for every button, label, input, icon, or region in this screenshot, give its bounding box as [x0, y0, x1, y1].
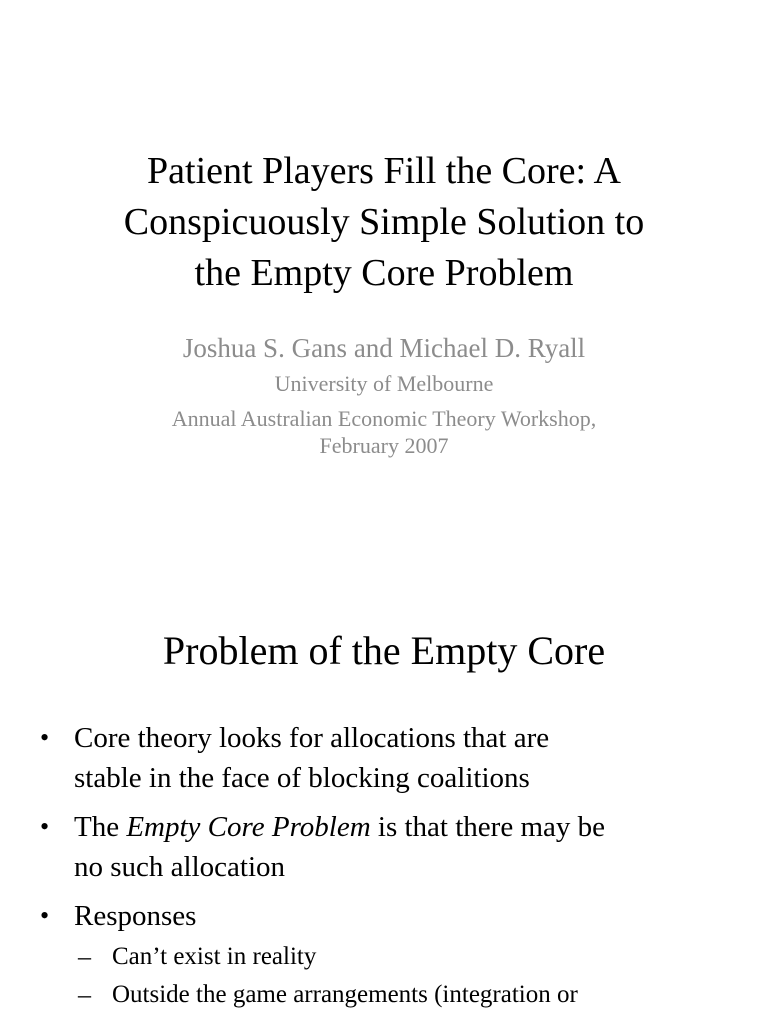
sub-bullet-list [74, 938, 736, 1014]
bullet-text-suffix: is that there may be [370, 811, 605, 843]
sub-bullet-text: Outside the game arrangements (integration or [112, 981, 578, 1008]
sub-bullet-item [78, 938, 736, 976]
title-line-3: the Empty Core Problem [194, 252, 574, 294]
slide-title: Problem of the Empty Core [162, 628, 606, 673]
bullet-list [36, 718, 736, 1023]
bullet-glyph: • [40, 901, 50, 930]
bullet-text-line-1: Responses [74, 900, 197, 932]
title-line-1: Patient Players Fill the Core: A [147, 150, 621, 192]
bullet-text-line-2: no such allocation [74, 851, 286, 883]
sub-bullet-text: Can’t exist in reality [112, 943, 317, 970]
authors: Joshua S. Gans and Michael D. Ryall [182, 333, 586, 363]
bullet-text-emphasis: Empty Core Problem [126, 811, 371, 843]
affiliation: University of Melbourne [274, 371, 494, 396]
sub-bullet-item [78, 976, 736, 1014]
bullet-text-line-1: Core theory looks for allocations that are [74, 722, 550, 754]
bullet-glyph: • [40, 812, 50, 841]
dash-glyph: – [78, 980, 91, 1009]
bullet-text-prefix: The [74, 811, 127, 843]
bullet-item [36, 718, 736, 798]
bullet-item [36, 807, 736, 887]
content-slide [0, 512, 768, 1024]
venue [40, 405, 728, 459]
venue-line-1: Annual Australian Economic Theory Workshop, [171, 406, 597, 431]
bullet-text-line-2: stable in the face of blocking coalitions [74, 762, 530, 794]
presentation-title [40, 146, 728, 299]
bullet-item [36, 896, 736, 1014]
bullet-glyph: • [40, 723, 50, 752]
title-line-2: Conspicuously Simple Solution to [123, 201, 645, 243]
venue-line-2: February 2007 [319, 433, 449, 458]
dash-glyph: – [78, 942, 91, 971]
